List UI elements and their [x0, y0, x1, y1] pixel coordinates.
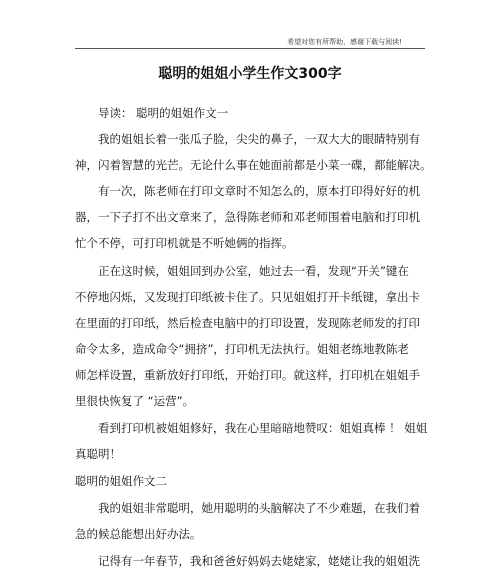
- body-line: 我的姐姐非常聪明，她用聪明的头脑解决了不少难题，在我们着: [98, 501, 420, 515]
- body-line: 忙个不停，可打印机就是不听她俩的指挥。: [75, 236, 294, 250]
- body-line: 里很快恢复了 “运营”。: [75, 394, 195, 408]
- body-line: 有一次，陈老师在打印文章时不知怎么的，原本打印得好好的机: [98, 184, 420, 198]
- body-line: 神，闪着智慧的光芒。无论什么事在她面前都是小菜一碟，都能解决。: [75, 158, 432, 172]
- body-line: 正在这时候，姐姐回到办公室，她过去一看，发现“开关”键在: [98, 264, 409, 278]
- body-line: 在里面的打印纸，然后检查电脑中的打印设置，发现陈老师发的打印: [75, 316, 420, 330]
- document-title: 聪明的姐姐小学生作文300字: [158, 66, 342, 82]
- body-line: 器，一下子打不出文章来了，急得陈老师和邓老师围着电脑和打印机: [75, 210, 420, 224]
- body-line: 急的候总能想出好办法。: [75, 527, 202, 541]
- header-rule: [75, 48, 425, 49]
- body-line: 不停地闪烁，又发现打印纸被卡住了。只见姐姐打开卡纸键，拿出卡: [75, 290, 420, 304]
- body-line: 我的姐姐长着一张瓜子脸，尖尖的鼻子，一双大大的眼睛特别有: [98, 132, 420, 146]
- body-line: 真聪明！: [75, 447, 121, 461]
- body-line: 看到打印机被姐姐修好，我在心里暗暗地赞叹：姐姐真棒 ！ 姐姐: [98, 421, 428, 435]
- body-line: 命令太多，造成命令“拥挤”，打印机无法执行。姐姐老练地教陈老: [75, 342, 409, 356]
- body-line: 记得有一年春节，我和爸爸好妈妈去姥姥家，姥姥让我的姐姐洗: [98, 554, 420, 568]
- section-heading: 聪明的姐姐作文二: [75, 474, 167, 488]
- header-note: 希望对您有所帮助，感谢下载与阅读!: [287, 38, 402, 46]
- body-line-intro: 导读： 聪明的姐姐作文一: [98, 106, 229, 120]
- body-line: 师怎样设置，重新放好打印纸，开始打印。就这样，打印机在姐姐手: [75, 368, 420, 382]
